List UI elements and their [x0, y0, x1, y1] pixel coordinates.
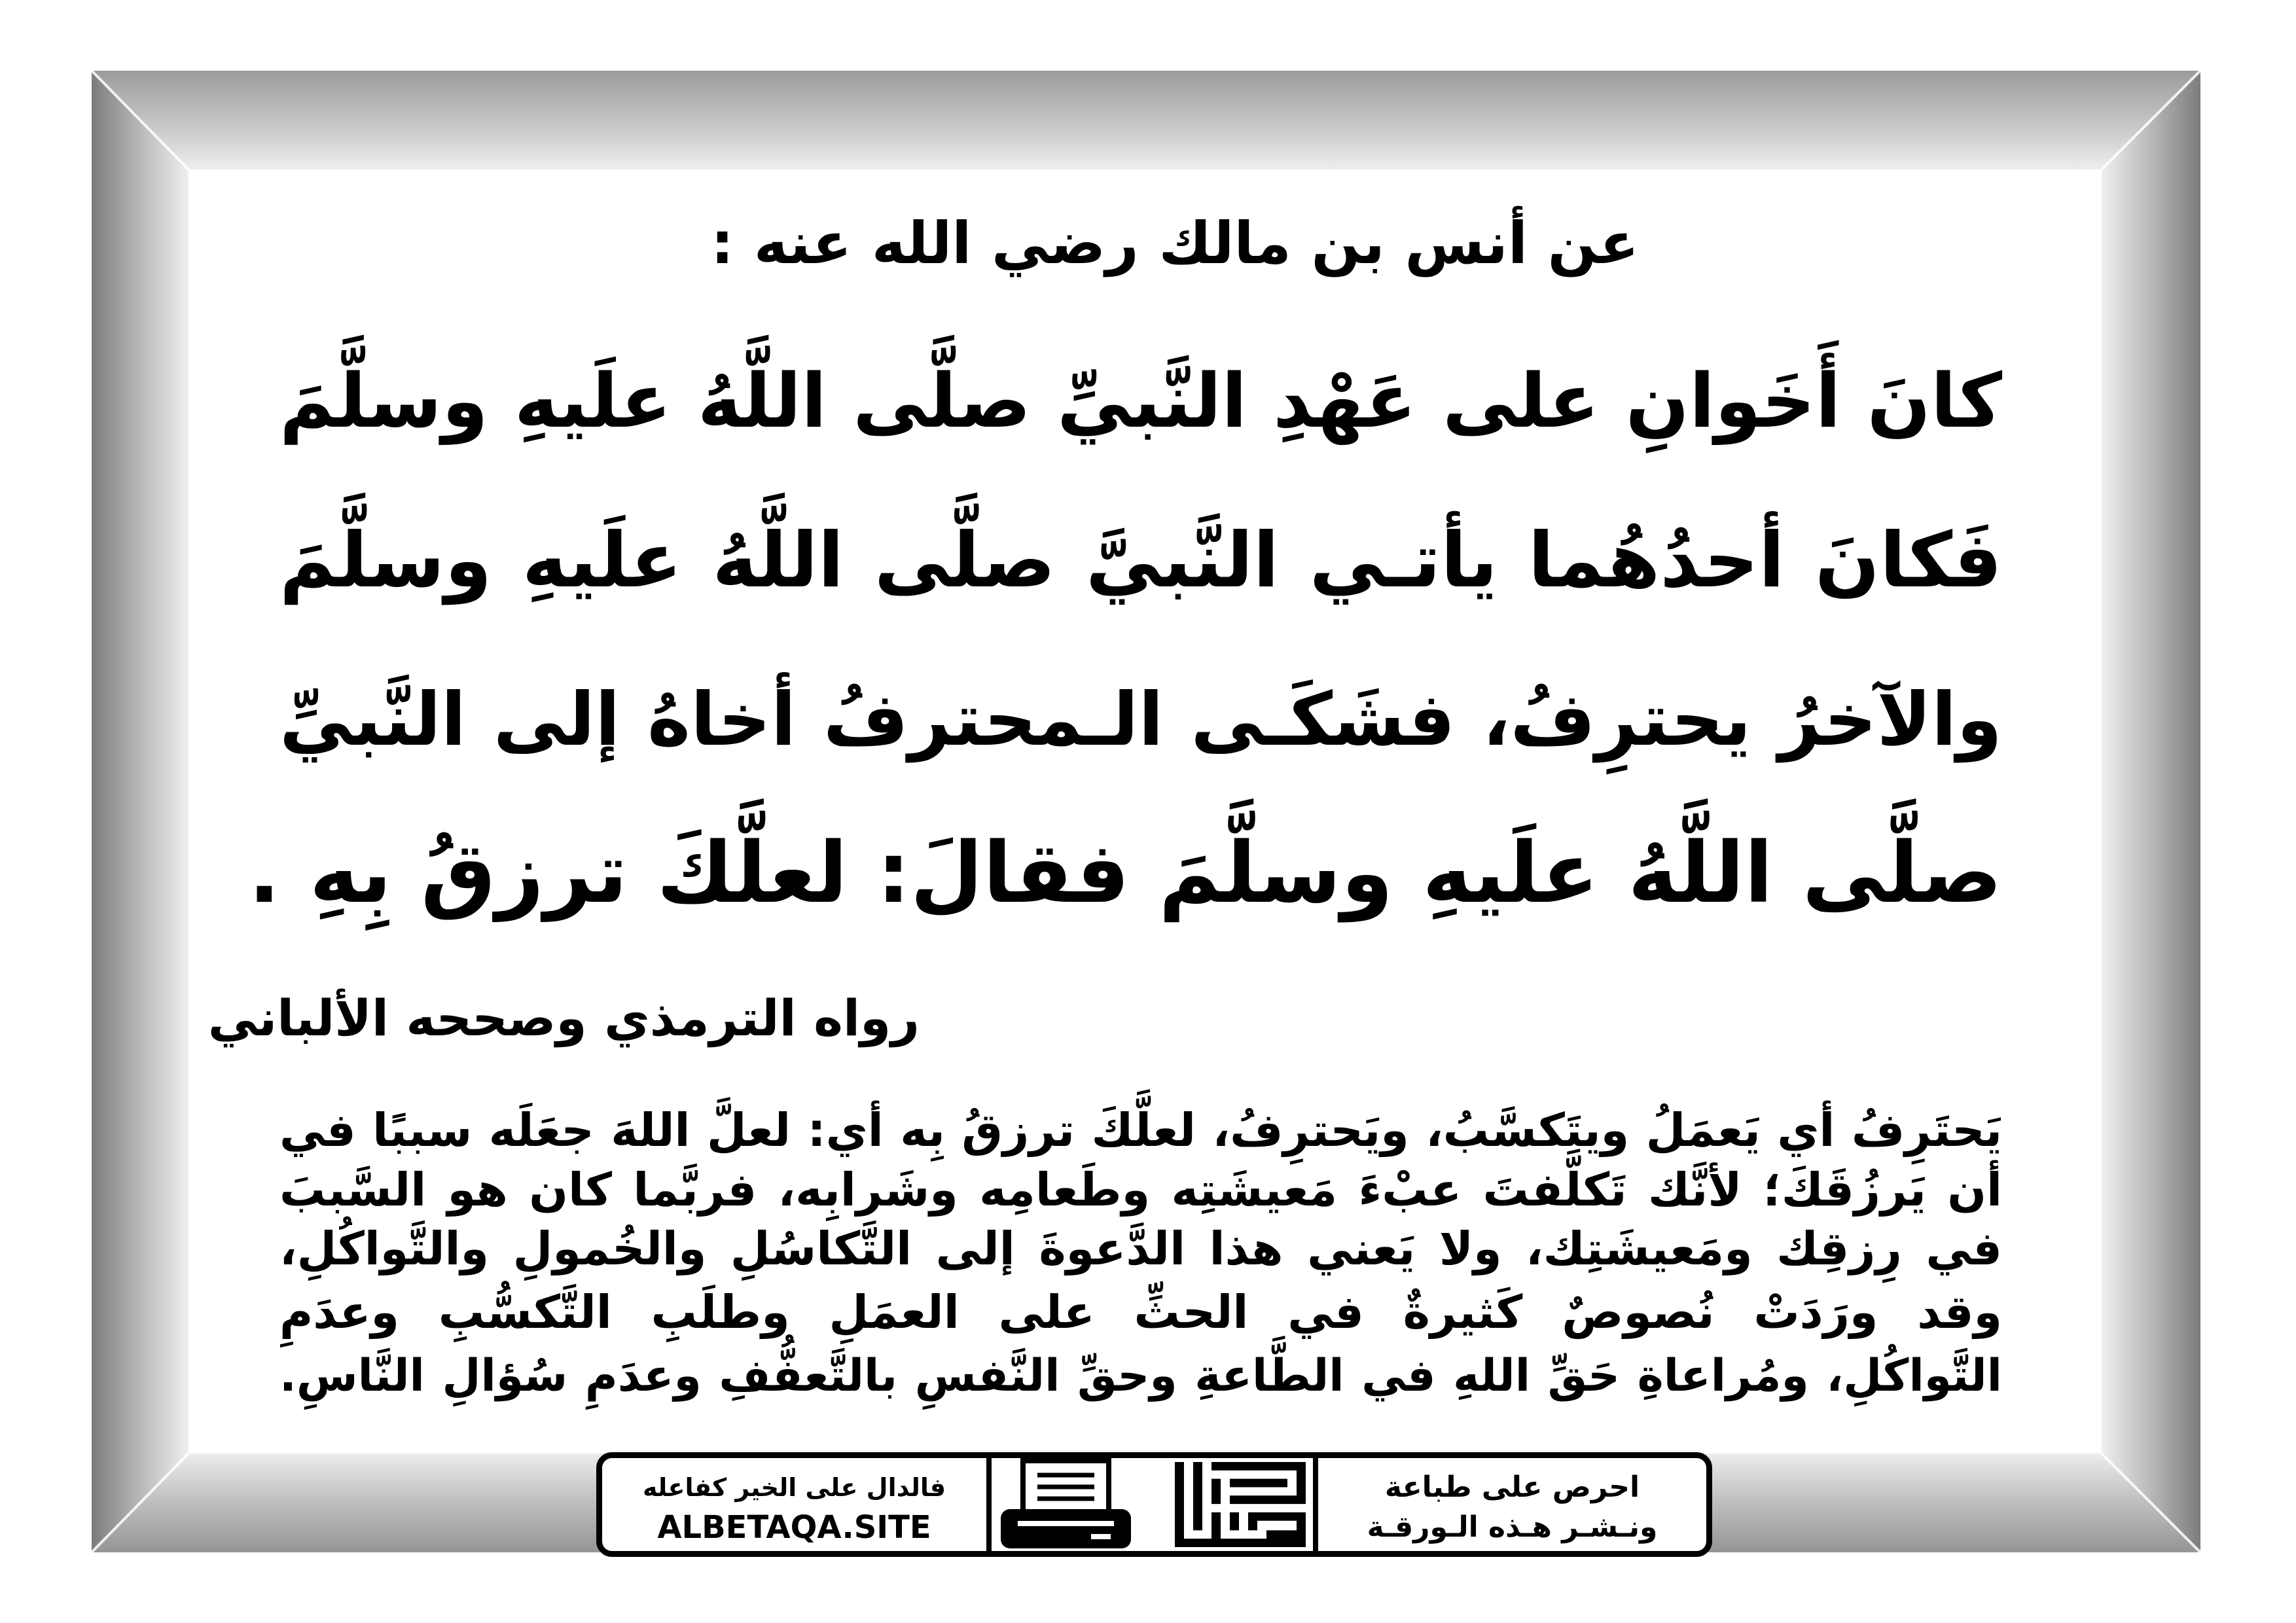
hadith-line-3	[279, 654, 2002, 785]
footer-print-line-2: ونـشـر هـذه الـورقـة	[1367, 1510, 1658, 1544]
explanation-line-text: في رِزقِك ومَعيشَتِك، ولا يَعني هذا الدَّعوةَ إلى التَّكاسُلِ والخُمولِ والتَّواكُلِ،	[279, 1222, 2002, 1275]
hadith-line-text: كانَ أَخَوانِ على عَهْدِ النَّبيِّ صلَّى اللَّهُ علَيهِ وسلَّمَ	[279, 357, 2002, 444]
footer-divider	[986, 1458, 992, 1551]
narrator-heading: عن أنس بن مالك رضي الله عنه :	[711, 209, 1639, 277]
footer-site-section	[602, 1458, 986, 1551]
frame-right	[2102, 71, 2200, 1552]
explanation-line-text: التَّواكُلِ، ومُراعاةِ حَقِّ اللهِ في الطَّاعةِ وحقِّ النَّفسِ بالتَّعفُّفِ وعدَمِ سُؤالِ النَّاسِ.	[279, 1350, 2002, 1402]
footer-bar	[596, 1452, 1712, 1557]
hadith-line-text: فَكانَ أحدُهُما يأتـي النَّبيَّ صلَّى اللَّهُ علَيهِ وسلَّمَ	[279, 516, 2002, 605]
explanation-line-text: وقد ورَدَتْ نُصوصٌ كَثيرةٌ في الحثِّ على العمَلِ وطلَبِ التَّكسُّبِ وعدَمِ	[279, 1285, 2002, 1339]
printer-body	[1001, 1509, 1131, 1548]
explanation-line-text: أن يَرزُقَكَ؛ لأنَّك تَكلَّفتَ عبْءَ مَعيشَتِه وطَعامِه وشَرابِه، فربَّما كان هو السَّببَ	[279, 1163, 2002, 1217]
hadith-source: رواه الترمذي وصححه الألباني	[207, 989, 920, 1047]
footer-print-section	[1318, 1458, 1706, 1551]
kufic-logo-glyphs	[1175, 1462, 1306, 1547]
hadith-line-1	[279, 336, 2002, 467]
explanation-line-3	[279, 1219, 2002, 1279]
explanation-line-5	[279, 1346, 2002, 1406]
printer-icon	[998, 1458, 1134, 1551]
footer-site-url: ALBETAQA.SITE	[657, 1509, 931, 1546]
explanation-line-1	[279, 1100, 2002, 1161]
printer-slot	[1018, 1521, 1114, 1526]
hadith-line-4	[248, 808, 2002, 939]
footer-divider	[1313, 1458, 1318, 1551]
frame-top	[92, 71, 2200, 169]
printer-tray	[1091, 1534, 1111, 1539]
explanation-line-text: يَحتَرِفُ أي يَعمَلُ ويتَكسَّبُ، ويَحترِفُ، لعلَّكَ ترزقُ بِه أي: لعلَّ اللهَ جعَلَه سببًا في	[279, 1103, 2002, 1157]
kufic-logo	[1175, 1462, 1306, 1547]
explanation-line-2	[279, 1160, 2002, 1221]
frame-left	[92, 71, 188, 1552]
footer-caption: فالدال على الخير كفاعله	[642, 1473, 946, 1502]
footer-print-line-1: احرص على طباعة	[1384, 1471, 1640, 1504]
hadith-line-2	[279, 495, 2002, 626]
hadith-line-text: صلَّى اللَّهُ علَيهِ وسلَّمَ فقالَ: لعلَّكَ ترزقُ بِهِ .	[248, 825, 2002, 922]
explanation-line-4	[279, 1282, 2002, 1343]
hadith-line-text: والآخرُ يحترِفُ، فشَكَـى الـمحترفُ أخاهُ إلى النَّبيِّ	[279, 677, 2002, 762]
